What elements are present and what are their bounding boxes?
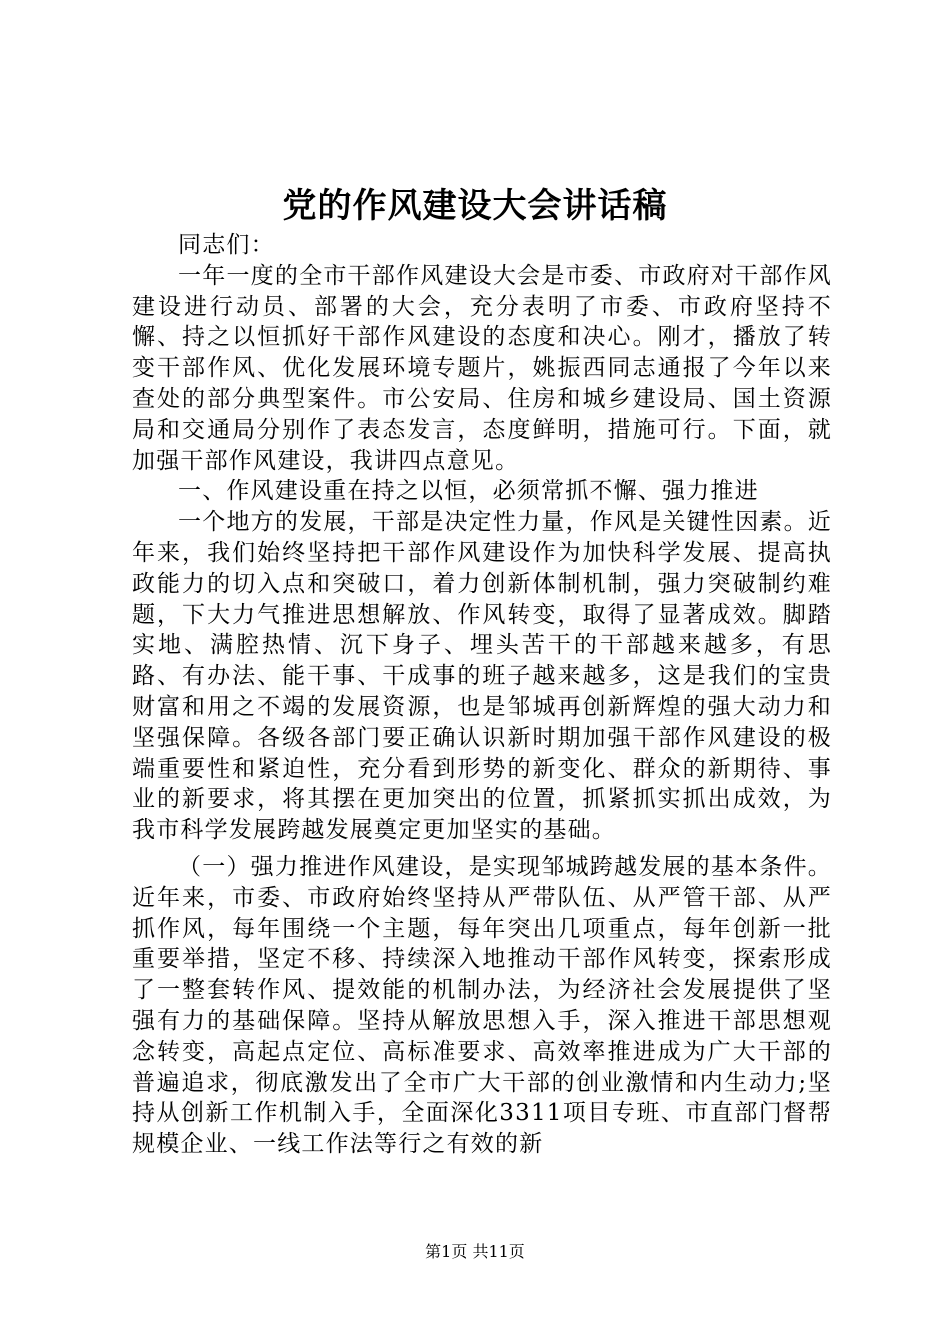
salutation-paragraph: 同志们： — [178, 232, 275, 258]
body-paragraph: （一）强力推进作风建设，是实现邹城跨越发展的基本条件。近年来，市委、市政府始终坚持从严带队伍、从严管干部、从严抓作风，每年围绕一个主题，每年突出几项重点，每年创新一批重要举措，坚定不移、持续深入地推动干部作风转变，探索形成了一整套转作风、提效能的机制办法，为经济社会发展提供了坚强有力的基础保障。坚持从解放思想入手，深入推进干部思想观念转变，高起点定位、高标准要求、高效率推进成为广大干部的普遍追求，彻底激发出了全市广大干部的创业激情和内生动力;坚持从创新工作机制入手，全面深化3311项目专班、市直部门督帮规模企业、一线工作法等行之有效的新 — [132, 853, 832, 1158]
body-paragraph: 一个地方的发展，干部是决定性力量，作风是关键性因素。近年来，我们始终坚持把干部作风建设作为加快科学发展、提高执政能力的切入点和突破口，着力创新体制机制，强力突破制约难题，下大力气推进思想解放、作风转变，取得了显著成效。脚踏实地、满腔热情、沉下身子、埋头苦干的干部越来越多，有思路、有办法、能干事、干成事的班子越来越多，这是我们的宝贵财富和用之不竭的发展资源，也是邹城再创新辉煌的强大动力和坚强保障。各级各部门要正确认识新时期加强干部作风建设的极端重要性和紧迫性，充分看到形势的新变化、群众的新期待、事业的新要求，将其摆在更加突出的位置，抓紧抓实抓出成效，为我市科学发展跨越发展奠定更加坚实的基础。 — [132, 509, 832, 844]
document-body — [132, 230, 832, 1160]
document-title: 党的作风建设大会讲话稿 — [282, 186, 668, 226]
body-paragraph: 一年一度的全市干部作风建设大会是市委、市政府对干部作风建设进行动员、部署的大会，充分表明了市委、市政府坚持不懈、持之以恒抓好干部作风建设的态度和决心。刚才，播放了转变干部作风、优化发展环境专题片，姚振西同志通报了今年以来查处的部分典型案件。市公安局、住房和城乡建设局、国土资源局和交通局分别作了表态发言，态度鲜明，措施可行。下面，就加强干部作风建设，我讲四点意见。 — [132, 262, 832, 474]
section-heading: 一、作风建设重在持之以恒，必须常抓不懈、强力推进 — [178, 478, 759, 505]
page-footer: 第1页 共11页 — [425, 1242, 525, 1261]
